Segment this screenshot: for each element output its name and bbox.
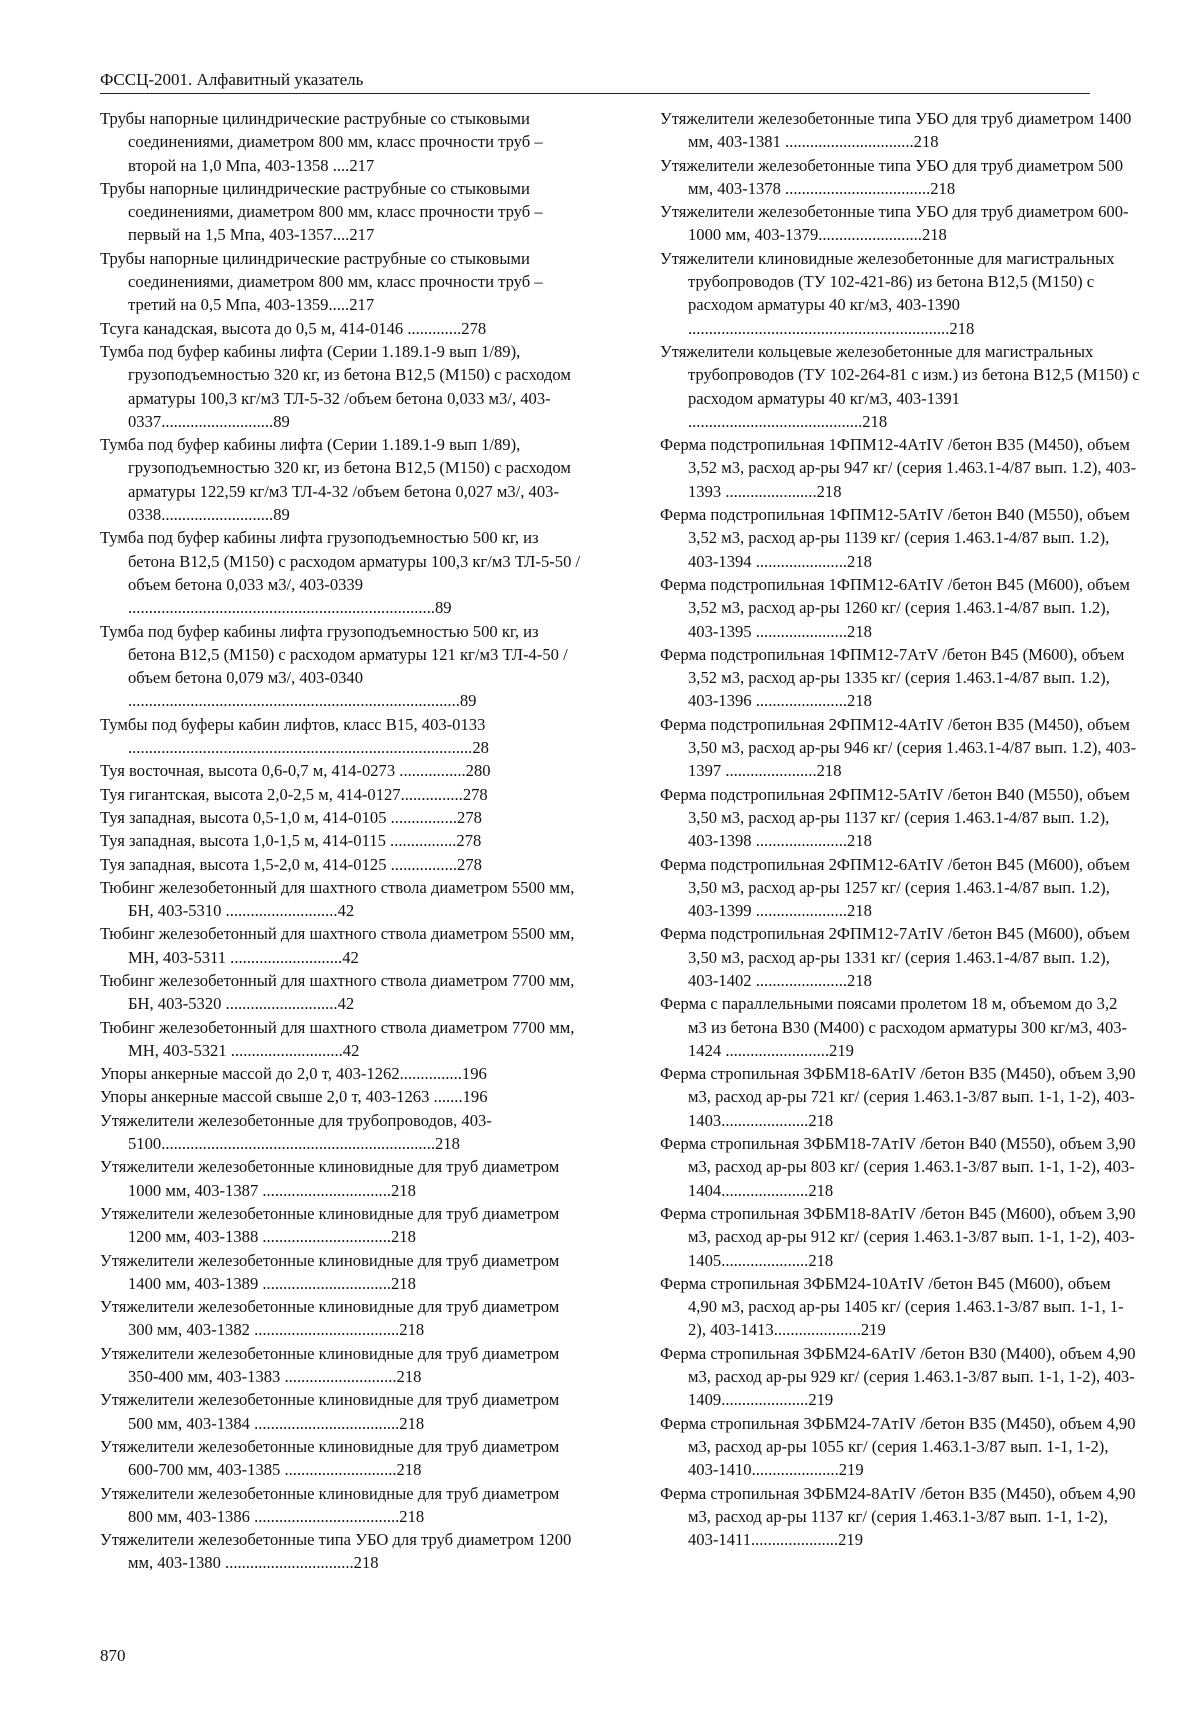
entry-text: Туя западная, высота 1,5-2,0 м, 414-0125 ................ (100, 854, 458, 874)
entry-text: Ферма стропильная 3ФБМ24-6AтIV /бетон В30 (М400), объем 4,90 м3, расход ар-ры 929 кг/ (серия 1.463.1-3/87 вып. 1-1, 1-2), 403-1409..................... (660, 1343, 1136, 1410)
entry-text: Тсуга канадская, высота до 0,5 м, 414-0146 ............. (100, 318, 462, 338)
entry-text: Тумбы под буферы кабин лифтов, класс В15, 403-0133 ................................................................................... (100, 714, 486, 758)
entry-text: Тюбинг железобетонный для шахтного ствола диаметром 5500 мм, МН, 403-5311 ........................... (100, 924, 575, 967)
entry-page-ref: 218 (434, 1134, 460, 1154)
entry-page-ref: 218 (808, 1250, 834, 1270)
entry-text: Ферма подстропильная 1ФПМ12-5AтIV /бетон В40 (М550), объем 3,52 м3, расход ар-ры 1139 кг/ (серия 1.463.1-4/87 вып. 1.2), 403-1394 ...................... (660, 505, 1130, 571)
index-entry (100, 759, 586, 782)
index-entry (100, 876, 586, 923)
entry-text: Ферма стропильная 3ФБМ18-8AтIV /бетон В45 (М600), объем 3,90 м3, расход ар-ры 912 кг/ (серия 1.463.1-3/87 вып. 1-1, 1-2), 403-1405..................... (660, 1203, 1136, 1270)
entry-text: Трубы напорные цилиндрические раструбные со стыковыми соединениями, диаметром 800 мм, класс прочности труб – третий на 0,5 Мпа, 403-1359..... (100, 248, 543, 315)
entry-page-ref: 218 (391, 1273, 416, 1293)
entry-text: Утяжелители железобетонные клиновидные для труб диаметром 1200 мм, 403-1388 ............................... (100, 1203, 560, 1247)
index-entry (100, 177, 586, 247)
index-entry (660, 1202, 1140, 1272)
index-entry (660, 200, 1140, 247)
index-entry (100, 1085, 586, 1108)
entry-page-ref: 278 (462, 784, 488, 804)
entry-text: Утяжелители железобетонные клиновидные для труб диаметром 350-400 мм, 403-1383 ........................... (100, 1343, 560, 1387)
entry-page-ref: 219 (860, 1320, 886, 1340)
index-entry (100, 1016, 586, 1063)
entry-text: Ферма стропильная 3ФБМ24-10AтIV /бетон В45 (М600), объем 4,90 м3, расход ар-ры 1405 кг/ (серия 1.463.1-3/87 вып. 1-1, 1-2), 403-1413..................... (660, 1273, 1124, 1340)
entry-text: Утяжелители железобетонные клиновидные для труб диаметром 500 мм, 403-1384 ................................... (100, 1390, 560, 1433)
entry-page-ref: 218 (913, 132, 939, 152)
entry-page-ref: 218 (399, 1506, 425, 1526)
entry-page-ref: 278 (456, 831, 482, 851)
entry-text: Туя западная, высота 1,0-1,5 м, 414-0115 ................ (100, 831, 457, 851)
index-entry (100, 853, 586, 876)
index-entry (660, 992, 1140, 1062)
index-entry (100, 1155, 586, 1202)
index-entry (660, 573, 1140, 643)
entry-page-ref: 218 (847, 551, 872, 571)
entry-page-ref: 89 (273, 411, 290, 431)
index-entry (100, 1388, 586, 1435)
index-entry (100, 1482, 586, 1529)
index-entry (100, 526, 586, 619)
index-entry (660, 1062, 1140, 1132)
entry-text: Ферма стропильная 3ФБМ18-6AтIV /бетон В35 (М450), объем 3,90 м3, расход ар-ры 721 кг/ (серия 1.463.1-3/87 вып. 1-1, 1-2), 403-1403..................... (660, 1064, 1136, 1130)
entry-page-ref: 218 (391, 1227, 416, 1247)
index-entry (660, 1132, 1140, 1202)
index-column-right (660, 107, 1140, 1551)
entry-page-ref: 196 (462, 1087, 488, 1107)
entry-page-ref: 42 (342, 947, 359, 967)
index-entry (660, 154, 1140, 201)
entry-text: Ферма стропильная 3ФБМ24-7AтIV /бетон В35 (М450), объем 4,90 м3, расход ар-ры 1055 кг/ (серия 1.463.1-3/87 вып. 1-1, 1-2), 403-1410..................... (660, 1413, 1136, 1480)
entry-text: Утяжелители железобетонные типа УБО для труб диаметром 1400 мм, 403-1381 ............................... (660, 109, 1132, 152)
entry-page-ref: 217 (349, 155, 375, 175)
index-entry (100, 1295, 586, 1342)
entry-page-ref: 218 (396, 1460, 422, 1480)
index-entry (100, 1109, 586, 1156)
index-entry (100, 1062, 586, 1085)
entry-page-ref: 89 (459, 691, 477, 711)
entry-text: Утяжелители железобетонные клиновидные для труб диаметром 300 мм, 403-1382 ................................... (100, 1297, 560, 1340)
index-entry (660, 853, 1140, 923)
index-entry (100, 1249, 586, 1296)
index-entry (660, 922, 1140, 992)
entry-page-ref: 218 (847, 901, 872, 921)
index-entry (660, 340, 1140, 433)
entry-page-ref: 219 (838, 1530, 863, 1550)
index-entry (100, 340, 586, 433)
index-entry (100, 969, 586, 1016)
entry-text: Трубы напорные цилиндрические раструбные со стыковыми соединениями, диаметром 800 мм, класс прочности труб – второй на 1,0 Мпа, 403-1358 .... (100, 109, 543, 175)
entry-page-ref: 219 (829, 1040, 854, 1060)
entry-page-ref: 278 (461, 318, 487, 338)
entry-text: Ферма с параллельными поясами пролетом 18 м, объемом до 3,2 м3 из бетона В30 (М400) с расходом арматуры 300 кг/м3, 403-1424 ......................... (660, 994, 1128, 1060)
entry-text: Туя гигантская, высота 2,0-2,5 м, 414-0127............... (100, 784, 463, 804)
entry-text: Утяжелители железобетонные типа УБО для труб диаметром 500 мм, 403-1378 ................................... (660, 155, 1124, 198)
index-entry (100, 922, 586, 969)
entry-page-ref: 218 (399, 1320, 425, 1340)
index-column-left (100, 107, 586, 1575)
entry-text: Ферма подстропильная 2ФПМ12-4AтIV /бетон В35 (М450), объем 3,50 м3, расход ар-ры 946 кг/ (серия 1.463.1-4/87 вып. 1.2), 403-1397 ...................... (660, 714, 1137, 781)
running-header (100, 70, 1090, 94)
entry-text: Туя восточная, высота 0,6-0,7 м, 414-0273 ................ (100, 761, 466, 781)
index-entry (660, 1272, 1140, 1342)
entry-page-ref: 42 (337, 994, 355, 1014)
index-entry (660, 713, 1140, 783)
entry-text: Ферма подстропильная 2ФПМ12-6AтIV /бетон В45 (М600), объем 3,50 м3, расход ар-ры 1257 кг/ (серия 1.463.1-4/87 вып. 1.2), 403-1399 ...................... (660, 854, 1130, 921)
entry-page-ref: 218 (399, 1413, 425, 1433)
entry-page-ref: 219 (838, 1460, 864, 1480)
entry-text: Упоры анкерные массой до 2,0 т, 403-1262............... (100, 1064, 462, 1084)
entry-page-ref: 218 (930, 178, 956, 198)
entry-text: Утяжелители железобетонные клиновидные для труб диаметром 600-700 мм, 403-1385 ........................... (100, 1436, 560, 1480)
entry-page-ref: 218 (847, 621, 872, 641)
index-entry (100, 783, 586, 806)
entry-page-ref: 218 (396, 1367, 422, 1387)
index-entry (660, 247, 1140, 340)
entry-page-ref: 218 (921, 225, 947, 245)
index-entry (100, 107, 586, 177)
entry-page-ref: 218 (847, 691, 872, 711)
entry-text: Упоры анкерные массой свыше 2,0 т, 403-1263 ....... (100, 1087, 463, 1107)
index-entry (100, 620, 586, 713)
entry-page-ref: 218 (353, 1553, 379, 1573)
entry-text: Ферма подстропильная 1ФПМ12-7AтV /бетон В45 (М600), объем 3,52 м3, расход ар-ры 1335 кг/ (серия 1.463.1-4/87 вып. 1.2), 403-1396 ...................... (660, 644, 1125, 711)
entry-page-ref: 218 (808, 1180, 834, 1200)
entry-page-ref: 218 (847, 831, 872, 851)
header-title: ФССЦ-2001. Алфавитный указатель (100, 70, 364, 89)
index-entry (100, 247, 586, 317)
entry-text: Тумба под буфер кабины лифта грузоподъемностью 500 кг, из бетона В12,5 (М150) с расходом арматуры 121 кг/м3 ТЛ-4-50 /объем бетона 0,079 м3/, 403-0340 ................................................................................ (100, 621, 568, 711)
entry-page-ref: 218 (816, 481, 842, 501)
index-entry (100, 806, 586, 829)
entry-text: Тюбинг железобетонный для шахтного ствола диаметром 7700 мм, МН, 403-5321 ........................... (100, 1017, 575, 1060)
entry-page-ref: 280 (465, 761, 491, 781)
index-entry (660, 433, 1140, 503)
index-entry (100, 1202, 586, 1249)
index-entry (100, 433, 586, 526)
entry-text: Ферма подстропильная 2ФПМ12-5AтIV /бетон В40 (М550), объем 3,50 м3, расход ар-ры 1137 кг/ (серия 1.463.1-4/87 вып. 1.2), 403-1398 ...................... (660, 784, 1130, 851)
entry-text: Тумба под буфер кабины лифта грузоподъемностью 500 кг, из бетона В12,5 (М150) с расходом арматуры 100,3 кг/м3 ТЛ-5-50 /объем бетона 0,033 м3/, 403-0339 .......................................................................... (100, 528, 581, 618)
index-entry (660, 503, 1140, 573)
entry-text: Тумба под буфер кабины лифта (Серии 1.189.1-9 вып 1/89), грузоподъемностью 320 кг, из бетона В12,5 (М150) с расходом арматуры 122,59 кг/м3 ТЛ-4-32 /объем бетона 0,027 м3/, 403-0338........................... (100, 435, 571, 525)
entry-text: Тюбинг железобетонный для шахтного ствола диаметром 5500 мм, БН, 403-5310 ........................... (100, 877, 575, 921)
index-entry (660, 643, 1140, 713)
entry-page-ref: 218 (847, 970, 872, 990)
index-entry (660, 1482, 1140, 1552)
entry-text: Утяжелители железобетонные типа УБО для труб диаметром 600-1000 мм, 403-1379......................... (660, 202, 1129, 245)
entry-text: Ферма стропильная 3ФБМ24-8AтIV /бетон В35 (М450), объем 4,90 м3, расход ар-ры 1137 кг/ (серия 1.463.1-3/87 вып. 1-1, 1-2), 403-1411..................... (660, 1483, 1136, 1550)
index-entry (660, 107, 1140, 154)
index-entry (660, 1412, 1140, 1482)
index-entry (100, 1435, 586, 1482)
index-entry (100, 1528, 586, 1575)
entry-text: Утяжелители железобетонные клиновидные для труб диаметром 800 мм, 403-1386 ................................... (100, 1483, 560, 1526)
entry-page-ref: 217 (349, 295, 375, 315)
entry-page-ref: 218 (862, 411, 888, 431)
entry-page-ref: 278 (457, 854, 482, 874)
entry-text: Утяжелители кольцевые железобетонные для магистральных трубопроводов (ТУ 102-264-81 с изм.) из бетона В12,5 (М150) с расходом арматуры 40 кг/м3, 403-1391 .......................................... (660, 341, 1140, 431)
entry-text: Утяжелители железобетонные типа УБО для труб диаметром 1200 мм, 403-1380 ............................... (100, 1530, 572, 1573)
entry-page-ref: 89 (434, 598, 452, 618)
entry-text: Тюбинг железобетонный для шахтного ствола диаметром 7700 мм, БН, 403-5320 ........................... (100, 970, 575, 1014)
entry-page-ref: 218 (949, 318, 975, 338)
entry-page-ref: 218 (816, 761, 842, 781)
index-entry (660, 783, 1140, 853)
entry-page-ref: 42 (337, 901, 355, 921)
entry-text: Утяжелители клиновидные железобетонные для магистральных трубопроводов (ТУ 102-421-86) из бетона В12,5 (М150) с расходом арматуры 40 кг/м3, 403-1390 ............................................................... (660, 248, 1115, 338)
index-entry (660, 1342, 1140, 1412)
page-number: 870 (100, 1646, 126, 1665)
entry-page-ref: 196 (461, 1064, 487, 1084)
entry-page-ref: 218 (808, 1110, 834, 1130)
entry-text: Утяжелители железобетонные клиновидные для труб диаметром 1000 мм, 403-1387 ............................... (100, 1157, 560, 1200)
entry-text: Утяжелители железобетонные для трубопроводов, 403-5100.................................................................. (100, 1110, 492, 1154)
index-entry (100, 1342, 586, 1389)
entry-text: Тумба под буфер кабины лифта (Серии 1.189.1-9 вып 1/89), грузоподъемностью 320 кг, из бетона В12,5 (М150) с расходом арматуры 100,3 кг/м3 ТЛ-5-32 /объем бетона 0,033 м3/, 403-0337........................... (100, 341, 571, 431)
entry-text: Туя западная, высота 0,5-1,0 м, 414-0105 ................ (100, 807, 458, 827)
entry-page-ref: 89 (273, 505, 290, 525)
index-entry (100, 829, 586, 852)
entry-text: Ферма стропильная 3ФБМ18-7AтIV /бетон В40 (М550), объем 3,90 м3, расход ар-ры 803 кг/ (серия 1.463.1-3/87 вып. 1-1, 1-2), 403-1404..................... (660, 1134, 1136, 1200)
entry-page-ref: 42 (342, 1040, 360, 1060)
entry-page-ref: 217 (349, 225, 375, 245)
entry-page-ref: 28 (472, 738, 489, 758)
entry-text: Утяжелители железобетонные клиновидные для труб диаметром 1400 мм, 403-1389 ............................... (100, 1250, 560, 1293)
index-entry (100, 317, 586, 340)
entry-page-ref: 278 (457, 807, 482, 827)
entry-text: Ферма подстропильная 1ФПМ12-6AтIV /бетон В45 (М600), объем 3,52 м3, расход ар-ры 1260 кг/ (серия 1.463.1-4/87 вып. 1.2), 403-1395 ...................... (660, 574, 1130, 641)
entry-page-ref: 218 (391, 1180, 416, 1200)
entry-text: Трубы напорные цилиндрические раструбные со стыковыми соединениями, диаметром 800 мм, класс прочности труб – первый на 1,5 Мпа, 403-1357.... (100, 178, 543, 245)
entry-text: Ферма подстропильная 1ФПМ12-4AтIV /бетон В35 (М450), объем 3,52 м3, расход ар-ры 947 кг/ (серия 1.463.1-4/87 вып. 1.2), 403-1393 ...................... (660, 435, 1137, 501)
entry-text: Ферма подстропильная 2ФПМ12-7AтIV /бетон В45 (М600), объем 3,50 м3, расход ар-ры 1331 кг/ (серия 1.463.1-4/87 вып. 1.2), 403-1402 ...................... (660, 924, 1130, 990)
index-entry (100, 713, 586, 760)
entry-page-ref: 219 (808, 1390, 834, 1410)
